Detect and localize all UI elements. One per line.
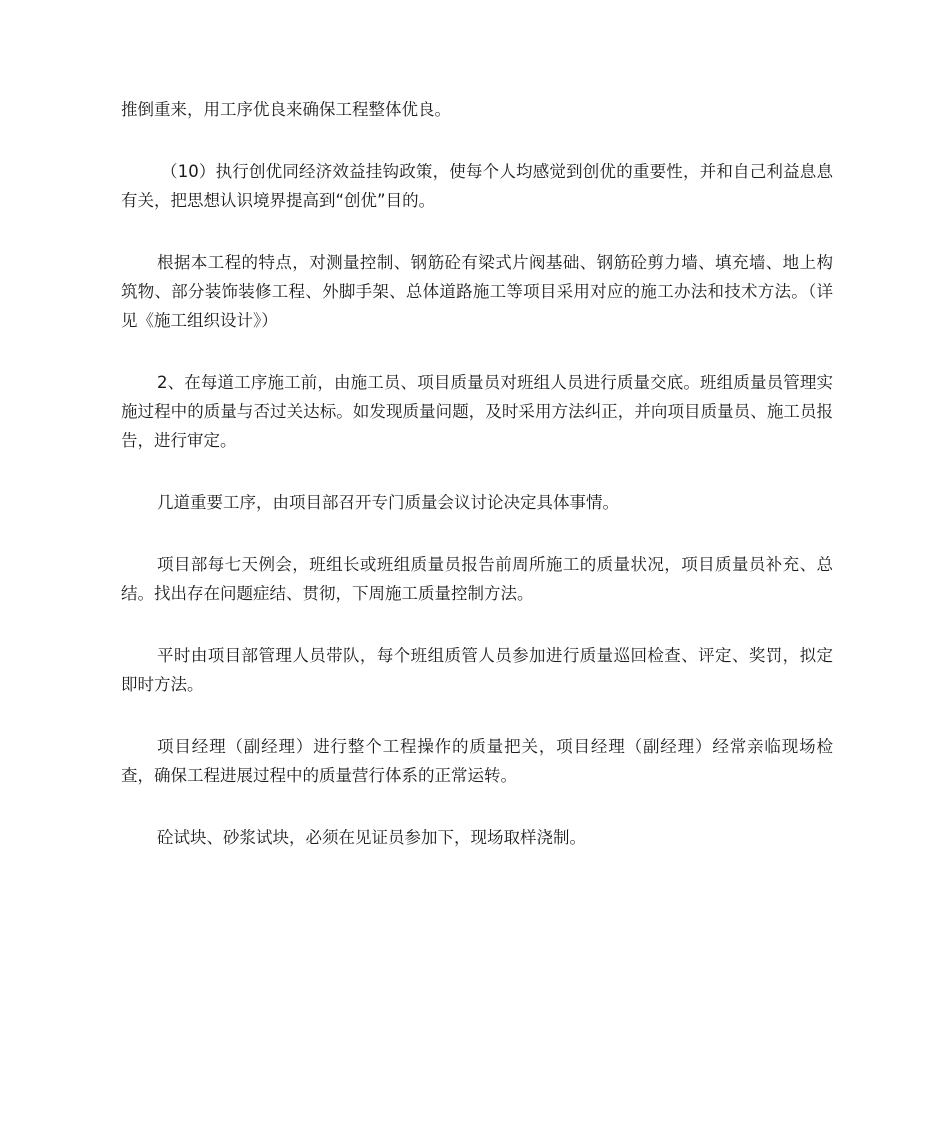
paragraph-7: 平时由项目部管理人员带队，每个班组质管人员参加进行质量巡回检查、评定、奖罚，拟定即时方法。: [121, 646, 833, 694]
paragraph-5: 几道重要工序，由项目部召开专门质量会议讨论决定具体事情。: [157, 493, 619, 512]
paragraph-2: （10）执行创优同经济效益挂钩政策，使每个人均感觉到创优的重要性，并和自己利益息息有关，把思想认识境界提高到“创优”目的。: [121, 162, 833, 210]
paragraph-3: 根据本工程的特点，对测量控制、钢筋砼有梁式片阀基础、钢筋砼剪力墙、填充墙、地上构筑物、部分装饰装修工程、外脚手架、总体道路施工等项目采用对应的施工办法和技术方法。（详见《施工组织设计》）: [121, 253, 833, 330]
document-body: [121, 95, 833, 885]
paragraph-4: 2、在每道工序施工前，由施工员、项目质量员对班组人员进行质量交底。班组质量员管理实施过程中的质量与否过关达标。如发现质量问题，及时采用方法纠正，并向项目质量员、施工员报告，进行审定。: [121, 373, 833, 450]
paragraph-6: 项目部每七天例会，班组长或班组质量员报告前周所施工的质量状况，项目质量员补充、总结。找出存在问题症结、贯彻，下周施工质量控制方法。: [121, 555, 833, 603]
paragraph-8: 项目经理（副经理）进行整个工程操作的质量把关，项目经理（副经理）经常亲临现场检查，确保工程进展过程中的质量营行体系的正常运转。: [121, 737, 833, 785]
paragraph-9: 砼试块、砂浆试块，必须在见证员参加下，现场取样浇制。: [157, 828, 586, 847]
paragraph-1: 推倒重来，用工序优良来确保工程整体优良。: [121, 100, 451, 119]
